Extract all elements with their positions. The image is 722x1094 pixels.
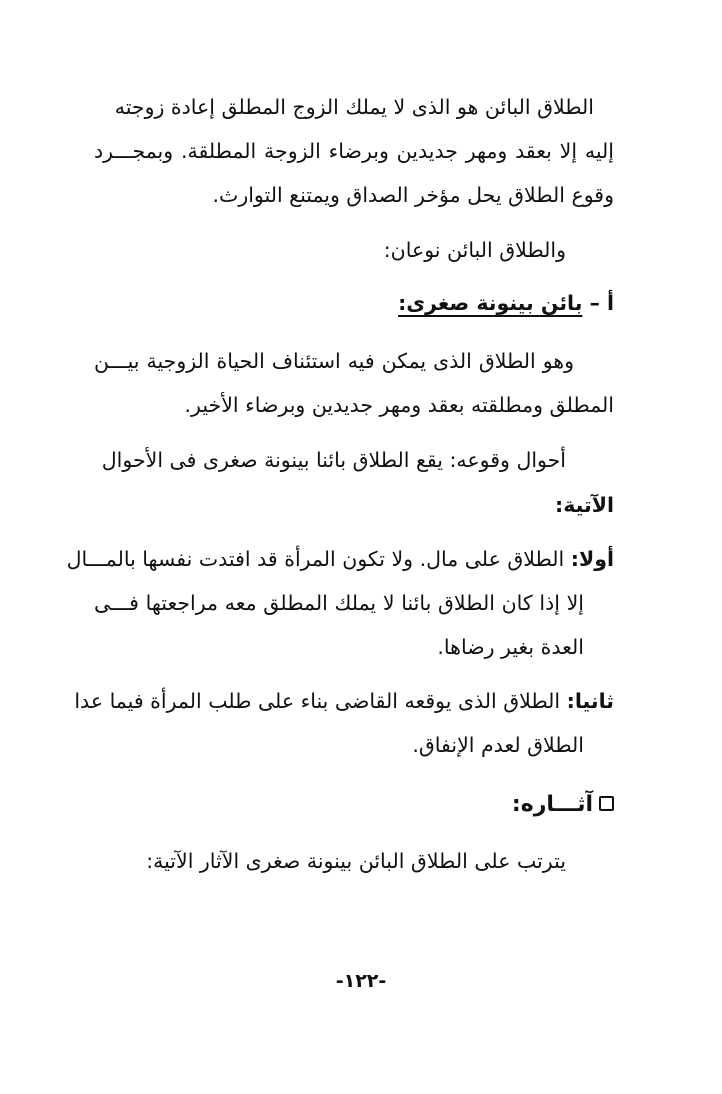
second-line-2: الطلاق لعدم الإنفاق. bbox=[412, 733, 584, 757]
cases-line-2: الآتية: bbox=[555, 493, 614, 517]
paragraph-2-line-1: وهو الطلاق الذى يمكن فيه استئناف الحياة الزوجية بيـــن bbox=[94, 349, 574, 373]
square-bullet-icon bbox=[599, 796, 614, 811]
page-number: -١٢٢- bbox=[335, 970, 387, 992]
types-intro: والطلاق البائن نوعان: bbox=[383, 238, 566, 262]
effects-text: يترتب على الطلاق البائن بينونة صغرى الآثار الآتية: bbox=[146, 849, 566, 873]
paragraph-2-line-2: المطلق ومطلقته بعقد ومهر جديدين وبرضاء الأخير. bbox=[184, 393, 614, 417]
first-line-1 bbox=[66, 544, 614, 574]
second-line-1 bbox=[74, 686, 614, 716]
first-line-2: إلا إذا كان الطلاق بائنا لا يملك المطلق معه مراجعتها فـــى bbox=[94, 591, 584, 615]
paragraph-1-line-2: إليه إلا بعقد ومهر جديدين وبرضاء الزوجة المطلقة. وبمجـــرد bbox=[94, 139, 614, 163]
first-label: أولا: bbox=[570, 547, 614, 571]
first-line-3: العدة بغير رضاها. bbox=[437, 635, 584, 659]
effects-heading-text: آثـــاره: bbox=[511, 792, 593, 817]
second-text-1: الطلاق الذى يوقعه القاضى بناء على طلب المرأة فيما عدا bbox=[74, 689, 561, 713]
second-label: ثانيا: bbox=[566, 689, 614, 713]
cases-line-1: أحوال وقوعه: يقع الطلاق بائنا بينونة صغرى فى الأحوال bbox=[101, 448, 566, 472]
section-a-heading bbox=[398, 288, 614, 318]
effects-heading bbox=[512, 790, 614, 820]
section-a-prefix: أ – bbox=[589, 291, 614, 315]
section-a-title: بائن بينونة صغرى: bbox=[398, 291, 583, 315]
paragraph-1-line-1: الطلاق البائن هو الذى لا يملك الزوج المطلق إعادة زوجته bbox=[114, 95, 594, 119]
first-text-1: الطلاق على مال. ولا تكون المرأة قد افتدت نفسها بالمـــال bbox=[66, 547, 565, 571]
paragraph-1-line-3: وقوع الطلاق يحل مؤخر الصداق ويمتنع التوارث. bbox=[212, 183, 614, 207]
